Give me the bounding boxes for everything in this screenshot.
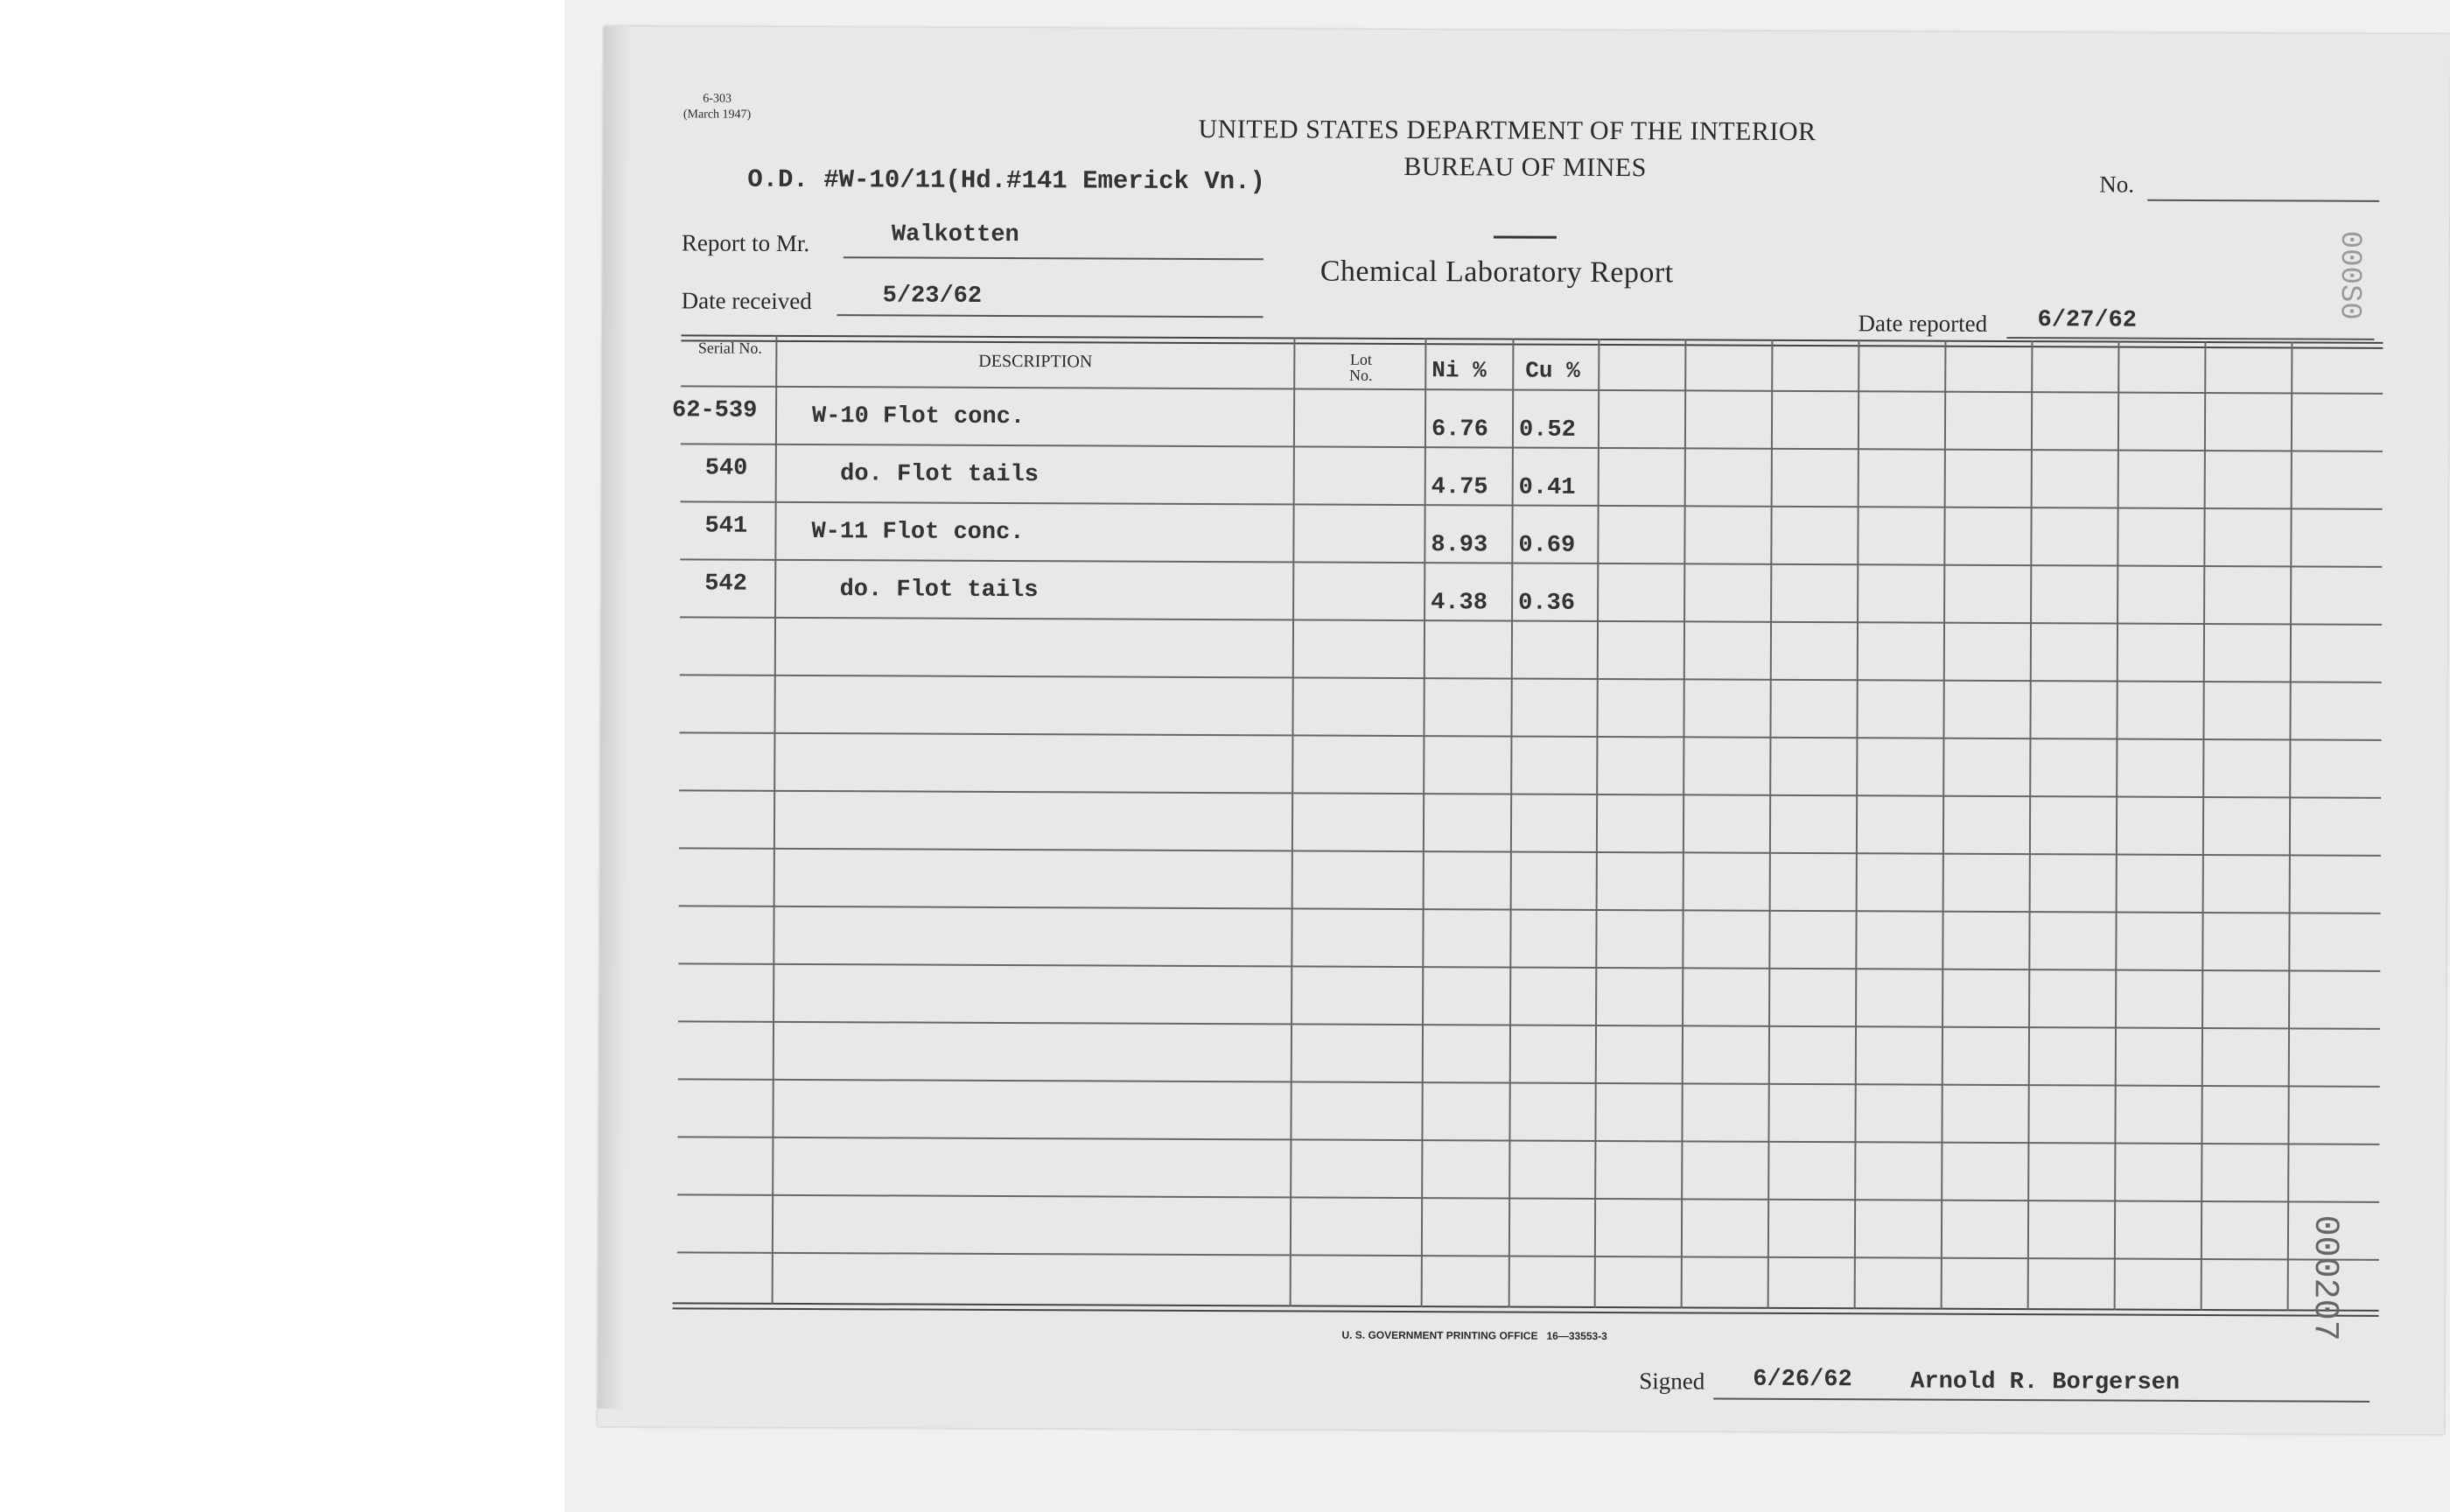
row-line — [679, 789, 2381, 798]
ni-cell: 8.93 — [1431, 532, 1488, 559]
col-line — [2114, 341, 2120, 1311]
no-field-line — [2147, 200, 2379, 202]
col-line — [2201, 341, 2207, 1311]
row-line — [680, 674, 2382, 682]
date-reported-value: 6/27/62 — [2037, 307, 2138, 334]
row-line — [681, 500, 2383, 509]
col-line — [1594, 339, 1600, 1308]
cu-cell: 0.36 — [1518, 590, 1576, 617]
report-to-label: Report to Mr. — [681, 229, 810, 257]
serial-cell: 540 — [704, 455, 748, 482]
date-reported-line — [2006, 337, 2374, 340]
row-line — [677, 1251, 2379, 1260]
description-cell: do. Flot tails — [811, 577, 1039, 605]
row-line — [679, 732, 2381, 740]
department-title: UNITED STATES DEPARTMENT OF THE INTERIOR — [1198, 114, 1816, 147]
header-cu-percent: Cu % — [1525, 357, 1580, 384]
header-lot-no: Lot No. — [1348, 350, 1373, 384]
lab-report-sheet — [598, 26, 2450, 1434]
row-line — [677, 1136, 2379, 1144]
signed-label: Signed — [1639, 1368, 1705, 1395]
table-bottom-rule — [673, 1302, 2379, 1317]
table-header-rule — [681, 385, 2383, 394]
signature-line — [1713, 1398, 2370, 1403]
date-received-value: 5/23/62 — [882, 283, 983, 310]
ni-cell: 4.75 — [1431, 474, 1488, 501]
serial-cell: 541 — [704, 513, 748, 540]
ni-cell: 4.38 — [1431, 590, 1488, 617]
row-line — [679, 847, 2381, 856]
page-fold-shadow — [598, 26, 630, 1409]
col-line — [2287, 341, 2293, 1311]
col-line — [1941, 340, 1947, 1310]
report-to-value: Walkotten — [891, 221, 1019, 249]
row-line — [679, 905, 2381, 914]
date-received-label: Date received — [681, 287, 812, 315]
title-rule — [1494, 235, 1557, 238]
date-reported-label: Date reported — [1858, 310, 1988, 337]
bureau-title: BUREAU OF MINES — [1404, 151, 1647, 183]
description-cell: do. Flot tails — [811, 461, 1040, 489]
header-ni-percent: Ni % — [1432, 357, 1487, 384]
no-label: No. — [2099, 171, 2135, 198]
cu-cell: 0.69 — [1518, 532, 1576, 559]
description-cell: W-10 Flot conc. — [811, 403, 1026, 431]
cu-cell: 0.41 — [1518, 474, 1576, 501]
col-line — [2027, 340, 2034, 1310]
od-reference: O.D. #W-10/11(Hd.#141 Emerick Vn.) — [747, 164, 1266, 197]
ni-cell: 6.76 — [1431, 416, 1488, 444]
description-cell: W-11 Flot conc. — [811, 519, 1025, 547]
col-line — [1681, 339, 1687, 1308]
serial-cell: 542 — [704, 570, 747, 598]
row-line — [680, 616, 2382, 625]
form-date: (March 1947) — [682, 108, 752, 122]
col-line — [1290, 337, 1296, 1306]
report-to-line — [844, 256, 1264, 260]
form-number: 6-303 — [703, 92, 732, 106]
col-line — [1854, 340, 1860, 1309]
row-line — [678, 1020, 2380, 1029]
serial-cell: 62-539 — [672, 397, 758, 424]
col-line — [1508, 339, 1515, 1308]
row-line — [681, 443, 2383, 452]
row-line — [678, 962, 2380, 971]
header-serial-no: Serial No. — [697, 339, 762, 357]
cu-cell: 0.52 — [1518, 416, 1576, 444]
date-received-line — [837, 314, 1264, 318]
signed-name: Arnold R. Borgersen — [1910, 1368, 2180, 1396]
col-line — [772, 335, 778, 1305]
archive-stamp-bottom: 000207 — [2304, 1214, 2345, 1341]
row-line — [680, 558, 2382, 567]
signed-date: 6/26/62 — [1753, 1366, 1852, 1394]
row-line — [677, 1194, 2379, 1202]
col-line — [1768, 340, 1774, 1309]
report-title: Chemical Laboratory Report — [1320, 255, 1674, 290]
row-line — [678, 1078, 2380, 1087]
printer-imprint: U. S. GOVERNMENT PRINTING OFFICE 16—33553-3 — [1341, 1328, 1607, 1343]
col-line — [1421, 338, 1427, 1307]
archive-stamp-top: 000S0 — [2332, 230, 2366, 320]
header-description: DESCRIPTION — [978, 351, 1093, 372]
